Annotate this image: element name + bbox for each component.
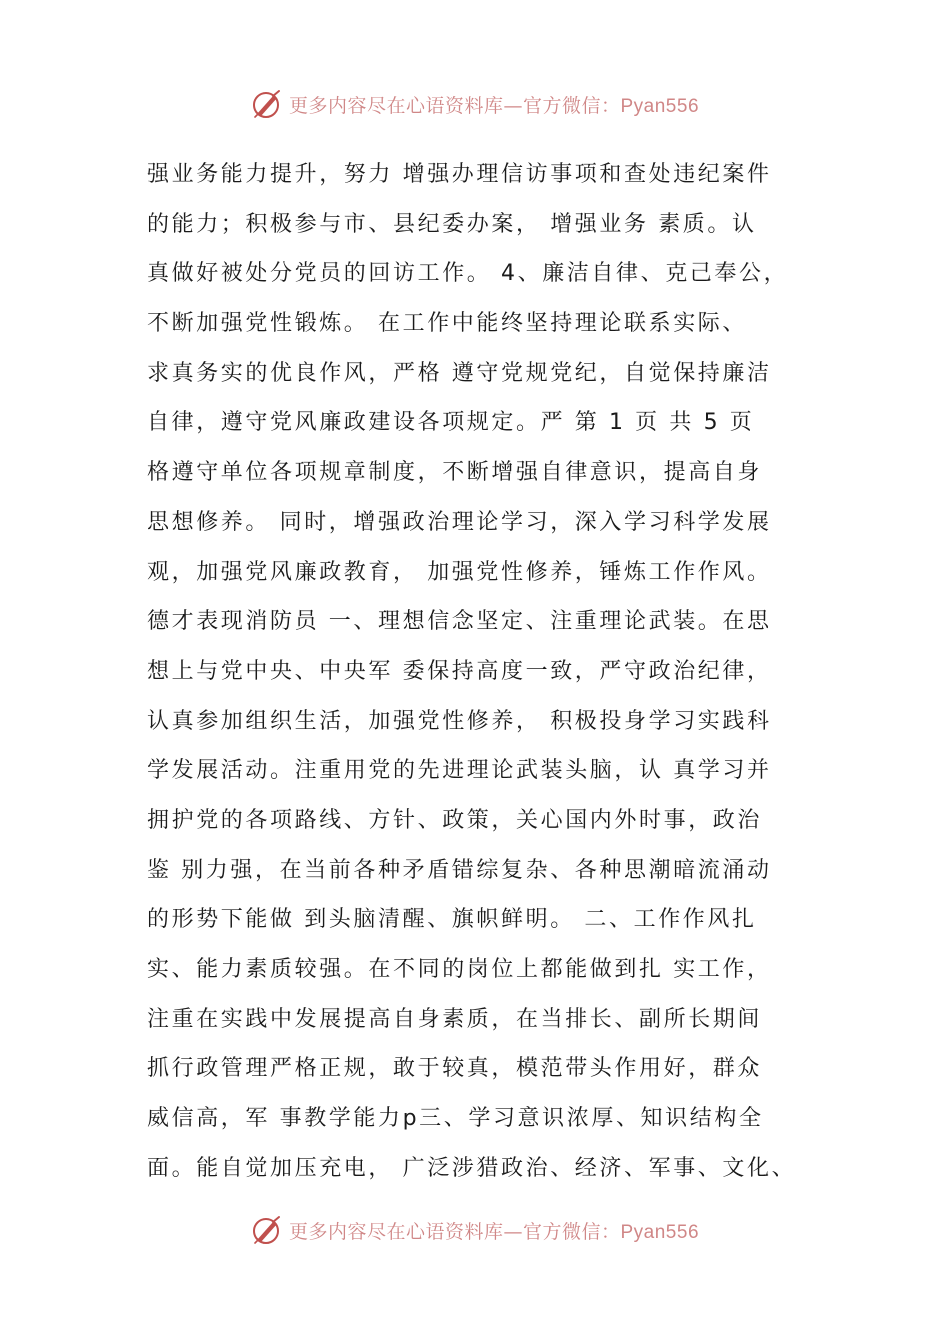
body-line: 真做好被处分党员的回访工作。 4、廉洁自律、克己奉公， bbox=[147, 261, 789, 287]
body-line: 观，加强党风廉政教育， 加强党性修养，锤炼工作作风。 bbox=[147, 559, 772, 585]
document-body bbox=[147, 150, 837, 1193]
body-line: 格遵守单位各项规章制度，不断增强自律意识，提高自身 bbox=[147, 460, 763, 486]
body-line: 求真务实的优良作风，严格 遵守党规党纪，自觉保持廉洁 bbox=[147, 360, 772, 386]
footer-watermark bbox=[0, 1210, 950, 1250]
body-line: 自律，遵守党风廉政建设各项规定。严 第 1 页 共 5 页 bbox=[147, 410, 755, 436]
body-line: 抓行政管理严格正规，敢于较真，模范带头作用好，群众 bbox=[147, 1056, 763, 1082]
body-line: 拥护党的各项路线、方针、政策，关心国内外时事，政治 bbox=[147, 807, 763, 833]
pen-logo-icon bbox=[251, 88, 283, 120]
body-line: 想上与党中央、中央军 委保持高度一致，严守政治纪律， bbox=[147, 658, 772, 684]
watermark-text: 更多内容尽在心语资料库—官方微信：Pyan556 bbox=[288, 94, 700, 117]
body-line: 威信高，军 事教学能力p三、学习意识浓厚、知识结构全 bbox=[147, 1106, 764, 1132]
body-line: 的形势下能做 到头脑清醒、旗帜鲜明。 二、工作作风扎 bbox=[147, 907, 757, 933]
body-line: 认真参加组织生活，加强党性修养， 积极投身学习实践科 bbox=[147, 708, 772, 734]
body-line: 德才表现消防员 一、理想信念坚定、注重理论武装。在思 bbox=[147, 609, 772, 635]
body-line: 思想修养。 同时，增强政治理论学习，深入学习科学发展 bbox=[147, 509, 772, 535]
body-line: 的能力；积极参与市、县纪委办案， 增强业务 素质。认 bbox=[147, 211, 757, 237]
watermark-text: 更多内容尽在心语资料库—官方微信：Pyan556 bbox=[288, 1220, 700, 1243]
pen-logo-icon bbox=[251, 1214, 283, 1246]
body-line: 实、能力素质较强。在不同的岗位上都能做到扎 实工作， bbox=[147, 957, 772, 982]
body-line: 注重在实践中发展提高自身素质，在当排长、副所长期间 bbox=[147, 1006, 763, 1032]
body-line: 学发展活动。注重用党的先进理论武装头脑，认 真学习并 bbox=[147, 758, 772, 784]
body-line: 强业务能力提升，努力 增强办理信访事项和查处违纪案件 bbox=[147, 162, 772, 187]
body-line: 面。能自觉加压充电， 广泛涉猎政治、经济、军事、文化、 bbox=[147, 1155, 797, 1181]
body-line: 不断加强党性锻炼。 在工作中能终坚持理论联系实际、 bbox=[147, 311, 747, 337]
body-line: 鉴 别力强，在当前各种矛盾错综复杂、各种思潮暗流涌动 bbox=[147, 857, 772, 883]
header-watermark bbox=[0, 84, 950, 124]
